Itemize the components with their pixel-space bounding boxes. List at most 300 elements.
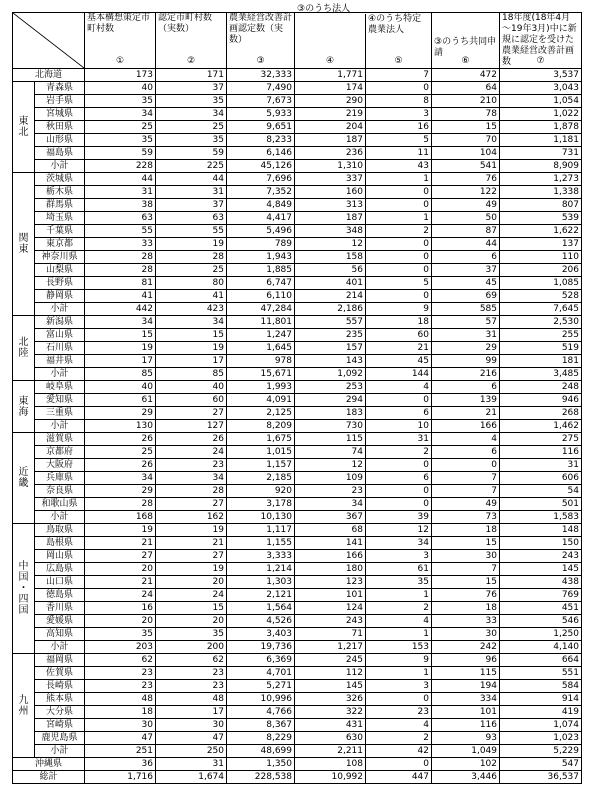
prefecture-name: 福岡県 — [35, 654, 85, 667]
value-cell: 19 — [156, 342, 227, 355]
value-cell: 1,015 — [227, 446, 295, 459]
prefecture-name: 宮崎県 — [35, 719, 85, 732]
value-cell: 26 — [85, 433, 156, 446]
value-cell: 85 — [156, 368, 227, 381]
value-cell: 34 — [366, 537, 432, 550]
table-row — [13, 264, 582, 277]
value-cell: 168 — [85, 511, 156, 524]
subtotal-row — [13, 303, 582, 316]
value-cell: 1,117 — [227, 524, 295, 537]
value-cell: 36 — [85, 758, 156, 771]
value-cell: 144 — [366, 368, 432, 381]
value-cell: 50 — [432, 212, 500, 225]
value-cell: 12 — [295, 238, 366, 251]
value-cell: 35 — [156, 95, 227, 108]
table-row — [13, 758, 582, 771]
value-cell: 1,092 — [295, 368, 366, 381]
value-cell: 3 — [366, 680, 432, 693]
value-cell: 123 — [295, 576, 366, 589]
value-cell: 33 — [85, 238, 156, 251]
value-cell: 8,229 — [227, 732, 295, 745]
value-cell: 5 — [366, 277, 432, 290]
value-cell: 109 — [295, 472, 366, 485]
value-cell: 110 — [500, 251, 582, 264]
value-cell: 20 — [85, 615, 156, 628]
value-cell: 31 — [432, 329, 500, 342]
value-cell: 419 — [500, 706, 582, 719]
value-cell: 37 — [156, 82, 227, 95]
value-cell: 789 — [227, 238, 295, 251]
table-row — [13, 589, 582, 602]
value-cell: 546 — [500, 615, 582, 628]
value-cell: 145 — [500, 563, 582, 576]
value-cell: 1 — [366, 212, 432, 225]
value-cell: 447 — [366, 771, 432, 784]
prefecture-name: 滋賀県 — [35, 433, 85, 446]
value-cell: 0 — [366, 290, 432, 303]
value-cell: 153 — [366, 641, 432, 654]
value-cell: 219 — [295, 108, 366, 121]
value-cell: 45,126 — [227, 160, 295, 173]
value-cell: 539 — [500, 212, 582, 225]
value-cell: 21 — [156, 537, 227, 550]
value-cell: 49 — [432, 199, 500, 212]
value-cell: 63 — [85, 212, 156, 225]
value-cell: 3 — [366, 108, 432, 121]
value-cell: 93 — [432, 732, 500, 745]
value-cell: 47,284 — [227, 303, 295, 316]
value-cell: 28 — [156, 251, 227, 264]
value-cell: 43 — [366, 160, 432, 173]
value-cell: 7 — [432, 472, 500, 485]
value-cell: 472 — [432, 69, 500, 82]
value-cell: 337 — [295, 173, 366, 186]
prefecture-name: 山梨県 — [35, 264, 85, 277]
value-cell: 143 — [295, 355, 366, 368]
value-cell: 4,140 — [500, 641, 582, 654]
value-cell: 268 — [500, 407, 582, 420]
prefecture-name: 神奈川県 — [35, 251, 85, 264]
value-cell: 519 — [500, 342, 582, 355]
prefecture-name: 山形県 — [35, 134, 85, 147]
value-cell: 4 — [432, 433, 500, 446]
value-cell: 8,233 — [227, 134, 295, 147]
value-cell: 1 — [366, 589, 432, 602]
value-cell: 1,878 — [500, 121, 582, 134]
table-row — [13, 667, 582, 680]
value-cell: 10,992 — [295, 771, 366, 784]
value-cell: 3,043 — [500, 82, 582, 95]
value-cell: 1,310 — [295, 160, 366, 173]
value-cell: 0 — [366, 82, 432, 95]
value-cell: 1,217 — [295, 641, 366, 654]
table-row — [13, 459, 582, 472]
value-cell: 30 — [432, 628, 500, 641]
value-cell: 23 — [156, 459, 227, 472]
value-cell: 116 — [500, 446, 582, 459]
value-cell: 31 — [366, 433, 432, 446]
header-col-6 — [432, 13, 500, 69]
prefecture-name: 香川県 — [35, 602, 85, 615]
value-cell: 0 — [366, 251, 432, 264]
value-cell: 194 — [432, 680, 500, 693]
value-cell: 228,538 — [227, 771, 295, 784]
value-cell: 242 — [432, 641, 500, 654]
table-row — [13, 147, 582, 160]
prefecture-name: 鳥取県 — [35, 524, 85, 537]
value-cell: 1,675 — [227, 433, 295, 446]
value-cell: 35 — [156, 134, 227, 147]
value-cell: 16 — [366, 121, 432, 134]
prefecture-name: 島根県 — [35, 537, 85, 550]
value-cell: 1,155 — [227, 537, 295, 550]
value-cell: 162 — [156, 511, 227, 524]
value-cell: 45 — [366, 355, 432, 368]
value-cell: 206 — [500, 264, 582, 277]
value-cell: 7,490 — [227, 82, 295, 95]
value-cell: 1,674 — [156, 771, 227, 784]
value-cell: 19 — [156, 563, 227, 576]
value-cell: 1 — [366, 173, 432, 186]
value-cell: 9 — [366, 654, 432, 667]
value-cell: 187 — [295, 212, 366, 225]
value-cell: 245 — [295, 654, 366, 667]
value-cell: 250 — [156, 745, 227, 758]
subtotal-row — [13, 368, 582, 381]
value-cell: 6,369 — [227, 654, 295, 667]
value-cell: 17 — [85, 355, 156, 368]
prefecture-name: 岡山県 — [35, 550, 85, 563]
value-cell: 8 — [366, 95, 432, 108]
table-row — [13, 485, 582, 498]
value-cell: 4 — [366, 381, 432, 394]
table-row — [13, 524, 582, 537]
value-cell: 1,247 — [227, 329, 295, 342]
value-cell: 15,671 — [227, 368, 295, 381]
value-cell: 0 — [366, 238, 432, 251]
header-col-2-index: ② — [186, 56, 196, 66]
value-cell: 29 — [85, 485, 156, 498]
header-col-4-label: ③のうち法人 — [297, 3, 351, 14]
header-col-5-label: ④のうち特定農業法人 — [368, 13, 422, 35]
value-cell: 1 — [366, 667, 432, 680]
value-cell: 4 — [366, 719, 432, 732]
table-row — [13, 628, 582, 641]
prefecture-name: 秋田県 — [35, 121, 85, 134]
value-cell: 2,186 — [295, 303, 366, 316]
value-cell: 34 — [156, 108, 227, 121]
value-cell: 180 — [295, 563, 366, 576]
prefecture-name: 三重県 — [35, 407, 85, 420]
value-cell: 2 — [366, 446, 432, 459]
prefecture-name: 沖縄県 — [13, 758, 85, 771]
value-cell: 34 — [85, 108, 156, 121]
value-cell: 150 — [500, 537, 582, 550]
value-cell: 401 — [295, 277, 366, 290]
value-cell: 501 — [500, 498, 582, 511]
value-cell: 34 — [156, 472, 227, 485]
value-cell: 946 — [500, 394, 582, 407]
value-cell: 34 — [85, 316, 156, 329]
value-cell: 35 — [85, 134, 156, 147]
value-cell: 122 — [432, 186, 500, 199]
table-row — [13, 251, 582, 264]
value-cell: 1,716 — [85, 771, 156, 784]
value-cell: 127 — [156, 420, 227, 433]
value-cell: 124 — [295, 602, 366, 615]
value-cell: 557 — [295, 316, 366, 329]
value-cell: 23 — [85, 667, 156, 680]
value-cell: 1,181 — [500, 134, 582, 147]
subtotal-label: 小計 — [35, 368, 85, 381]
value-cell: 24 — [156, 446, 227, 459]
value-cell: 16 — [85, 602, 156, 615]
value-cell: 101 — [295, 589, 366, 602]
value-cell: 19 — [85, 342, 156, 355]
value-cell: 23 — [156, 680, 227, 693]
table-row — [13, 355, 582, 368]
value-cell: 5,496 — [227, 225, 295, 238]
region-label: 東 北 — [13, 82, 35, 173]
value-cell: 25 — [85, 121, 156, 134]
value-cell: 21 — [366, 342, 432, 355]
value-cell: 99 — [432, 355, 500, 368]
value-cell: 431 — [295, 719, 366, 732]
table-row — [13, 212, 582, 225]
header-col-2-label: 認定市町村数（実数） — [158, 13, 213, 34]
table-row — [13, 95, 582, 108]
table-row — [13, 615, 582, 628]
value-cell: 17 — [156, 355, 227, 368]
value-cell: 68 — [295, 524, 366, 537]
value-cell: 70 — [432, 134, 500, 147]
prefecture-name: 新潟県 — [35, 316, 85, 329]
value-cell: 290 — [295, 95, 366, 108]
value-cell: 3,403 — [227, 628, 295, 641]
value-cell: 166 — [432, 420, 500, 433]
value-cell: 2,530 — [500, 316, 582, 329]
value-cell: 27 — [85, 550, 156, 563]
value-cell: 39 — [366, 511, 432, 524]
header-col-6-index: ⑥ — [461, 56, 470, 66]
value-cell: 1,250 — [500, 628, 582, 641]
value-cell: 551 — [500, 667, 582, 680]
table-row — [13, 394, 582, 407]
value-cell: 1,023 — [500, 732, 582, 745]
value-cell: 18 — [366, 316, 432, 329]
value-cell: 10,130 — [227, 511, 295, 524]
value-cell: 585 — [432, 303, 500, 316]
prefecture-name: 山口県 — [35, 576, 85, 589]
value-cell: 73 — [432, 511, 500, 524]
value-cell: 29 — [432, 342, 500, 355]
value-cell: 1,022 — [500, 108, 582, 121]
value-cell: 102 — [432, 758, 500, 771]
value-cell: 216 — [432, 368, 500, 381]
value-cell: 1,583 — [500, 511, 582, 524]
value-cell: 96 — [432, 654, 500, 667]
value-cell: 44 — [85, 173, 156, 186]
value-cell: 48 — [156, 693, 227, 706]
table-row — [13, 238, 582, 251]
value-cell: 30 — [85, 719, 156, 732]
corner-cell — [13, 13, 85, 69]
value-cell: 243 — [500, 550, 582, 563]
value-cell: 30 — [432, 550, 500, 563]
value-cell: 1,214 — [227, 563, 295, 576]
value-cell: 3,446 — [432, 771, 500, 784]
value-cell: 174 — [295, 82, 366, 95]
value-cell: 40 — [85, 381, 156, 394]
value-cell: 60 — [156, 394, 227, 407]
header-col-7-index: ⑦ — [536, 56, 545, 66]
value-cell: 30 — [156, 719, 227, 732]
value-cell: 20 — [156, 576, 227, 589]
value-cell: 7 — [366, 69, 432, 82]
prefecture-name: 大分県 — [35, 706, 85, 719]
value-cell: 7 — [432, 485, 500, 498]
value-cell: 21 — [432, 407, 500, 420]
value-cell: 313 — [295, 199, 366, 212]
value-cell: 108 — [295, 758, 366, 771]
value-cell: 4,417 — [227, 212, 295, 225]
total-row — [13, 771, 582, 784]
value-cell: 438 — [500, 576, 582, 589]
prefecture-name: 長崎県 — [35, 680, 85, 693]
subtotal-label: 小計 — [35, 641, 85, 654]
table-row — [13, 407, 582, 420]
value-cell: 326 — [295, 693, 366, 706]
value-cell: 55 — [85, 225, 156, 238]
value-cell: 228 — [85, 160, 156, 173]
value-cell: 253 — [295, 381, 366, 394]
value-cell: 12 — [295, 459, 366, 472]
value-cell: 139 — [432, 394, 500, 407]
value-cell: 3,537 — [500, 69, 582, 82]
value-cell: 23 — [85, 680, 156, 693]
value-cell: 171 — [156, 69, 227, 82]
table-row — [13, 433, 582, 446]
table-row — [13, 576, 582, 589]
value-cell: 2 — [366, 225, 432, 238]
table-row — [13, 277, 582, 290]
value-cell: 0 — [366, 264, 432, 277]
value-cell: 6 — [366, 407, 432, 420]
prefecture-name: 奈良県 — [35, 485, 85, 498]
value-cell: 19,736 — [227, 641, 295, 654]
value-cell: 348 — [295, 225, 366, 238]
value-cell: 29 — [85, 407, 156, 420]
value-cell: 60 — [366, 329, 432, 342]
value-cell: 15 — [432, 537, 500, 550]
value-cell: 17 — [156, 706, 227, 719]
value-cell: 25 — [156, 121, 227, 134]
value-cell: 0 — [366, 693, 432, 706]
table-row — [13, 69, 582, 82]
prefecture-name: 和歌山県 — [35, 498, 85, 511]
value-cell: 28 — [85, 251, 156, 264]
value-cell: 423 — [156, 303, 227, 316]
value-cell: 116 — [432, 719, 500, 732]
value-cell: 181 — [500, 355, 582, 368]
value-cell: 87 — [432, 225, 500, 238]
value-cell: 34 — [295, 498, 366, 511]
value-cell: 173 — [85, 69, 156, 82]
value-cell: 978 — [227, 355, 295, 368]
subtotal-label: 小計 — [35, 420, 85, 433]
prefecture-name: 岩手県 — [35, 95, 85, 108]
value-cell: 0 — [366, 199, 432, 212]
header-col-5-index: ⑤ — [394, 56, 403, 66]
prefecture-name: 広島県 — [35, 563, 85, 576]
value-cell: 57 — [432, 316, 500, 329]
value-cell: 547 — [500, 758, 582, 771]
value-cell: 7,645 — [500, 303, 582, 316]
value-cell: 1,049 — [432, 745, 500, 758]
value-cell: 1,885 — [227, 264, 295, 277]
value-cell: 157 — [295, 342, 366, 355]
value-cell: 1,564 — [227, 602, 295, 615]
value-cell: 200 — [156, 641, 227, 654]
header-col-6-label: ③のうち共同申請 — [434, 37, 497, 58]
value-cell: 203 — [85, 641, 156, 654]
value-cell: 1,622 — [500, 225, 582, 238]
value-cell: 1,338 — [500, 186, 582, 199]
prefecture-name: 群馬県 — [35, 199, 85, 212]
value-cell: 10 — [366, 420, 432, 433]
table-row — [13, 186, 582, 199]
value-cell: 210 — [432, 95, 500, 108]
value-cell: 35 — [366, 576, 432, 589]
value-cell: 25 — [156, 264, 227, 277]
value-cell: 3,485 — [500, 368, 582, 381]
value-cell: 59 — [85, 147, 156, 160]
value-cell: 63 — [156, 212, 227, 225]
value-cell: 7,673 — [227, 95, 295, 108]
value-cell: 1,350 — [227, 758, 295, 771]
header-col-1 — [85, 13, 156, 69]
value-cell: 442 — [85, 303, 156, 316]
value-cell: 69 — [432, 290, 500, 303]
prefecture-name: 栃木県 — [35, 186, 85, 199]
value-cell: 5 — [366, 134, 432, 147]
value-cell: 31 — [156, 758, 227, 771]
value-cell: 8,367 — [227, 719, 295, 732]
prefecture-name: 石川県 — [35, 342, 85, 355]
value-cell: 630 — [295, 732, 366, 745]
value-cell: 1,303 — [227, 576, 295, 589]
value-cell: 920 — [227, 485, 295, 498]
value-cell: 31 — [85, 186, 156, 199]
value-cell: 15 — [85, 329, 156, 342]
value-cell: 24 — [156, 589, 227, 602]
value-cell: 914 — [500, 693, 582, 706]
value-cell: 104 — [432, 147, 500, 160]
value-cell: 48,699 — [227, 745, 295, 758]
table-row — [13, 225, 582, 238]
value-cell: 367 — [295, 511, 366, 524]
value-cell: 1,273 — [500, 173, 582, 186]
value-cell: 34 — [156, 316, 227, 329]
value-cell: 23 — [295, 485, 366, 498]
table-row — [13, 472, 582, 485]
prefecture-name: 京都府 — [35, 446, 85, 459]
table-row — [13, 550, 582, 563]
value-cell: 225 — [156, 160, 227, 173]
value-cell: 27 — [156, 550, 227, 563]
value-cell: 15 — [432, 121, 500, 134]
value-cell: 19 — [156, 524, 227, 537]
